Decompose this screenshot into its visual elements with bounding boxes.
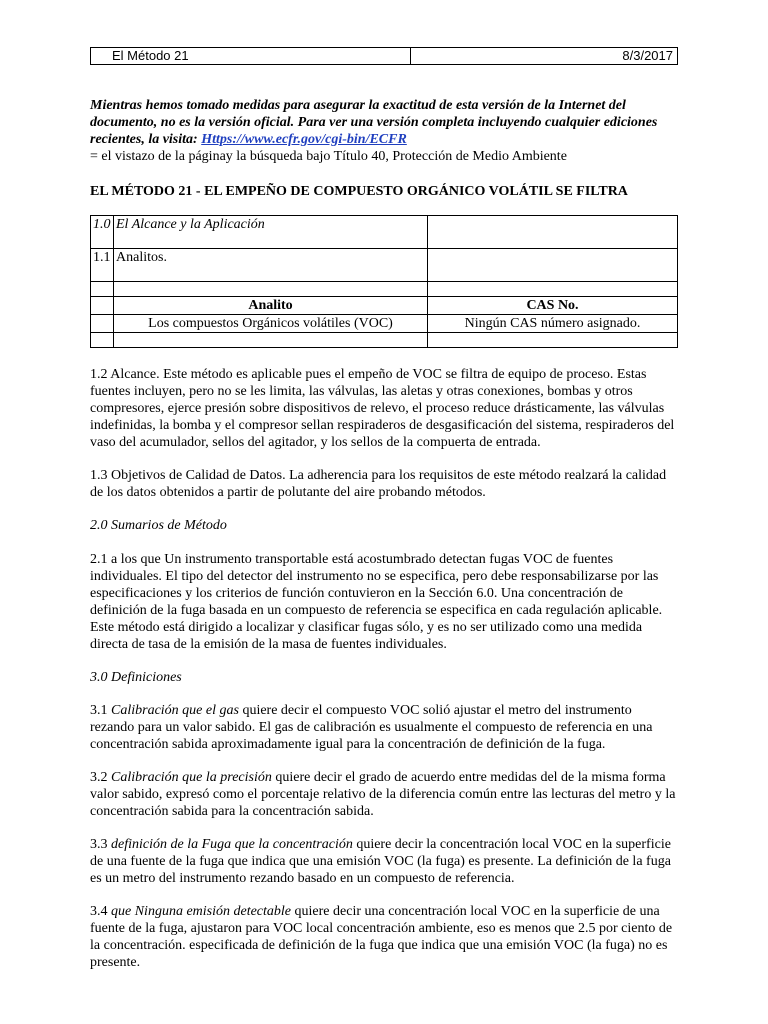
empty-cell (91, 297, 114, 315)
table-row (91, 282, 678, 297)
empty-cell (114, 333, 428, 348)
section-number: 3.1 (90, 703, 111, 718)
column-header-analyte: Analito (114, 297, 428, 315)
row-number: 1.0 (91, 216, 114, 249)
cell-cas: Ningún CAS número asignado. (428, 315, 678, 333)
cell-analyte: Los compuestos Orgánicos volátiles (VOC) (114, 315, 428, 333)
empty-cell (428, 249, 678, 282)
table-row (91, 333, 678, 348)
header-title: El Método 21 (91, 48, 411, 64)
table-row (91, 216, 678, 249)
empty-cell (428, 216, 678, 249)
definition-text: quiere decir una concentración local VOC en la superficie de una fuente de la fuga, ajustaron para VOC local concentración ambiente, eso es menos que 2.5 por ciento de la concentración. especificada de definición de la fuga que indica que una emisión VOC (la fuga) no es presente. (90, 904, 673, 970)
section-number: 3.4 (90, 904, 111, 919)
section-3-3 (90, 836, 678, 887)
column-header-cas: CAS No. (428, 297, 678, 315)
row-number: 1.1 (91, 249, 114, 282)
disclaimer-notice (90, 97, 678, 148)
disclaimer-text: Mientras hemos tomado medidas para asegurar la exactitud de esta versión de la Internet del documento, no es la versión oficial. Para ver una versión completa incluyendo cualquier ediciones recientes, la visita: (90, 98, 658, 147)
empty-cell (91, 333, 114, 348)
empty-cell (428, 282, 678, 297)
defined-term: Calibración que la precisión (111, 770, 272, 785)
section-3-2 (90, 769, 678, 820)
section-3-4 (90, 903, 678, 971)
table-row (91, 315, 678, 333)
header-date: 8/3/2017 (622, 48, 673, 63)
ecfr-link[interactable]: Https://www.ecfr.gov/cgi-bin/ECFR (201, 132, 407, 147)
empty-cell (428, 333, 678, 348)
table-header-row (91, 297, 678, 315)
heading-3-0: 3.0 Definiciones (90, 670, 182, 685)
empty-cell (91, 315, 114, 333)
section-1-2: 1.2 Alcance. Este método es aplicable pues el empeño de VOC se filtra de equipo de proceso. Estas fuentes incluyen, pero no se les limita, las válvulas, las aletas y otras conexiones, bombas y otros compresores, ejerce presión sobre dispositivos de relevo, el proceso reduce drásticamente, las válvulas indefinidas, la bomba y el compresor sellan respiraderos de desgasificación del sistema, respiraderos del vaso del acumulador, sellos del agitador, y los sellos de la compuerta de entrada. (90, 367, 675, 450)
section-number: 3.2 (90, 770, 111, 785)
defined-term: Calibración que el gas (111, 703, 239, 718)
section-number: 3.3 (90, 837, 111, 852)
definition-text: quiere decir la concentración local VOC en la superficie de una fuente de la fuga que indica que una emisión VOC (la fuga) es presente. La definición de la fuga es un metro del instrumento rezando basado en un compuesto de referencia. (90, 837, 671, 886)
section-3-1 (90, 702, 678, 753)
empty-cell (91, 282, 114, 297)
row-heading: Analitos. (114, 249, 428, 282)
heading-2-0: 2.0 Sumarios de Método (90, 518, 227, 533)
section-2-1: 2.1 a los que Un instrumento transportable está acostumbrado detectan fugas VOC de fuentes individuales. El tipo del detector del instrumento no se especifica, pero debe responsabilizarse por las especificaciones y los criterios de función contuvieron en la Sección 6.0. Una concentración de definición de la fuga basada en un compuesto de referencia se especifica en cada regulación aplicable. Este método está dirigido a localizar y clasificar fugas sólo, y es no ser utilizado como una medida directa de tasa de la emisión de la masa de fuentes individuales. (90, 552, 663, 652)
document-title: EL MÉTODO 21 - EL EMPEÑO DE COMPUESTO ORGÁNICO VOLÁTIL SE FILTRA (90, 184, 628, 199)
disclaimer-tail: = el vistazo de la páginay la búsqueda bajo Título 40, Protección de Medio Ambiente (90, 149, 567, 164)
page-header (90, 47, 678, 65)
table-row (91, 249, 678, 282)
definition-text: quiere decir el grado de acuerdo entre medidas del de la misma forma valor sabido, expresó como el porcentaje relativo de la diferencia común entre las lecturas del metro y la concentración sabida para la concentración sabida. (90, 770, 676, 819)
defined-term: definición de la Fuga que la concentración (111, 837, 353, 852)
definition-text: quiere decir el compuesto VOC solió ajustar el metro del instrumento rezando para un valor sabido. El gas de calibración es usualmente el compuesto de referencia en una concentración sabida aproximadamente igual para la concentración de definición de la fuga. (90, 703, 653, 752)
row-heading: El Alcance y la Aplicación (114, 216, 428, 249)
defined-term: que Ninguna emisión detectable (111, 904, 292, 919)
section-1-3: 1.3 Objetivos de Calidad de Datos. La adherencia para los requisitos de este método realzará la calidad de los datos obtenidos a partir de polutante del aire probando métodos. (90, 468, 667, 500)
empty-cell (114, 282, 428, 297)
analyte-table (90, 215, 678, 348)
